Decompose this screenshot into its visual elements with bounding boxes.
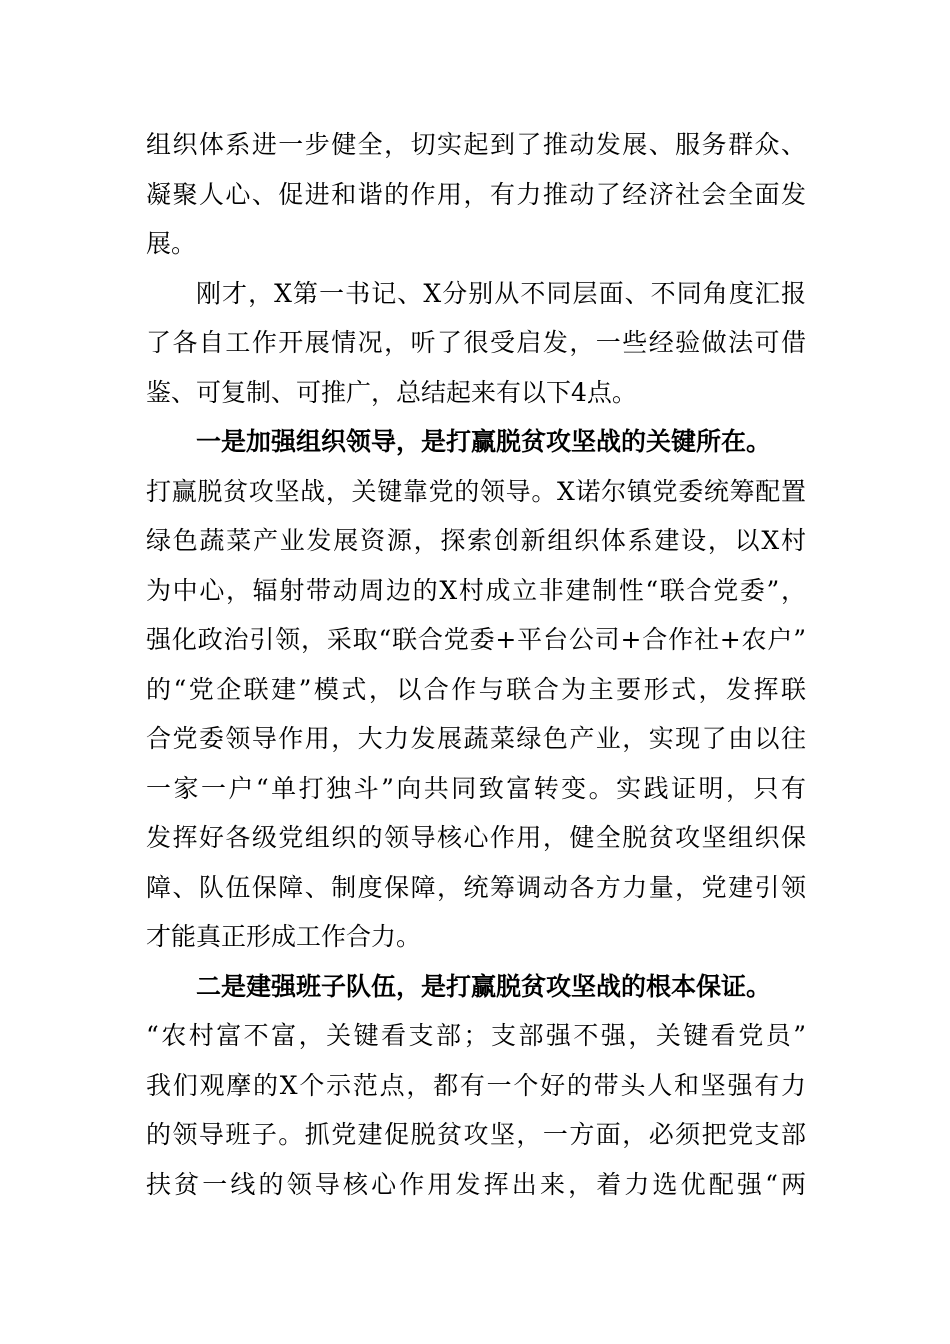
paragraph-line: 凝聚人心、促进和谐的作用，有力推动了经济社会全面发 [146, 179, 806, 209]
paragraph-line: 合党委领导作用，大力发展蔬菜绿色产业，实现了由以往 [146, 724, 806, 753]
paragraph-line: 打赢脱贫攻坚战，关键靠党的领导。X诺尔镇党委统筹配置 [146, 476, 806, 506]
paragraph-line: 才能真正形成工作合力。 [146, 922, 422, 951]
section-heading: 一是加强组织领导，是打赢脱贫攻坚战的关键所在。 [196, 427, 772, 456]
paragraph-line: 扶贫一线的领导核心作用发挥出来，着力选优配强“两 [146, 1169, 806, 1199]
section-heading: 二是建强班子队伍，是打赢脱贫攻坚战的根本保证。 [196, 971, 772, 1001]
paragraph-line: 强化政治引领，采取“联合党委+平台公司+合作社+农户” [146, 625, 806, 654]
paragraph-line: 一家一户“单打独斗”向共同致富转变。实践证明，只有 [146, 773, 806, 803]
paragraph-line: “农村富不富，关键看支部；支部强不强，关键看党员” [146, 1021, 806, 1050]
paragraph-line: 了各自工作开展情况，听了很受启发，一些经验做法可借 [146, 328, 806, 357]
paragraph-line: 组织体系进一步健全，切实起到了推动发展、服务群众、 [146, 130, 806, 159]
paragraph-line: 我们观摩的X个示范点，都有一个好的带头人和坚强有力 [146, 1070, 806, 1100]
paragraph-3 [146, 417, 806, 962]
paragraph-line: 的领导班子。抓党建促脱贫攻坚，一方面，必须把党支部 [146, 1120, 806, 1149]
paragraph-1 [146, 120, 806, 269]
paragraph-line: 展。 [146, 229, 197, 258]
paragraph-line: 发挥好各级党组织的领导核心作用，健全脱贫攻坚组织保 [146, 823, 806, 852]
paragraph-4 [146, 962, 806, 1210]
paragraph-line: 刚才，X第一书记、X分别从不同层面、不同角度汇报 [196, 278, 806, 308]
paragraph-line: 鉴、可复制、可推广，总结起来有以下4点。 [146, 377, 637, 407]
paragraph-line: 障、队伍保障、制度保障，统筹调动各方力量，党建引领 [146, 872, 806, 902]
paragraph-2 [146, 269, 806, 418]
paragraph-line: 绿色蔬菜产业发展资源，探索创新组织体系建设，以X村 [146, 526, 806, 555]
paragraph-line: 为中心，辐射带动周边的X村成立非建制性“联合党委”， [146, 575, 806, 605]
document-body [146, 120, 806, 1209]
paragraph-line: 的“党企联建”模式，以合作与联合为主要形式，发挥联 [146, 674, 806, 704]
